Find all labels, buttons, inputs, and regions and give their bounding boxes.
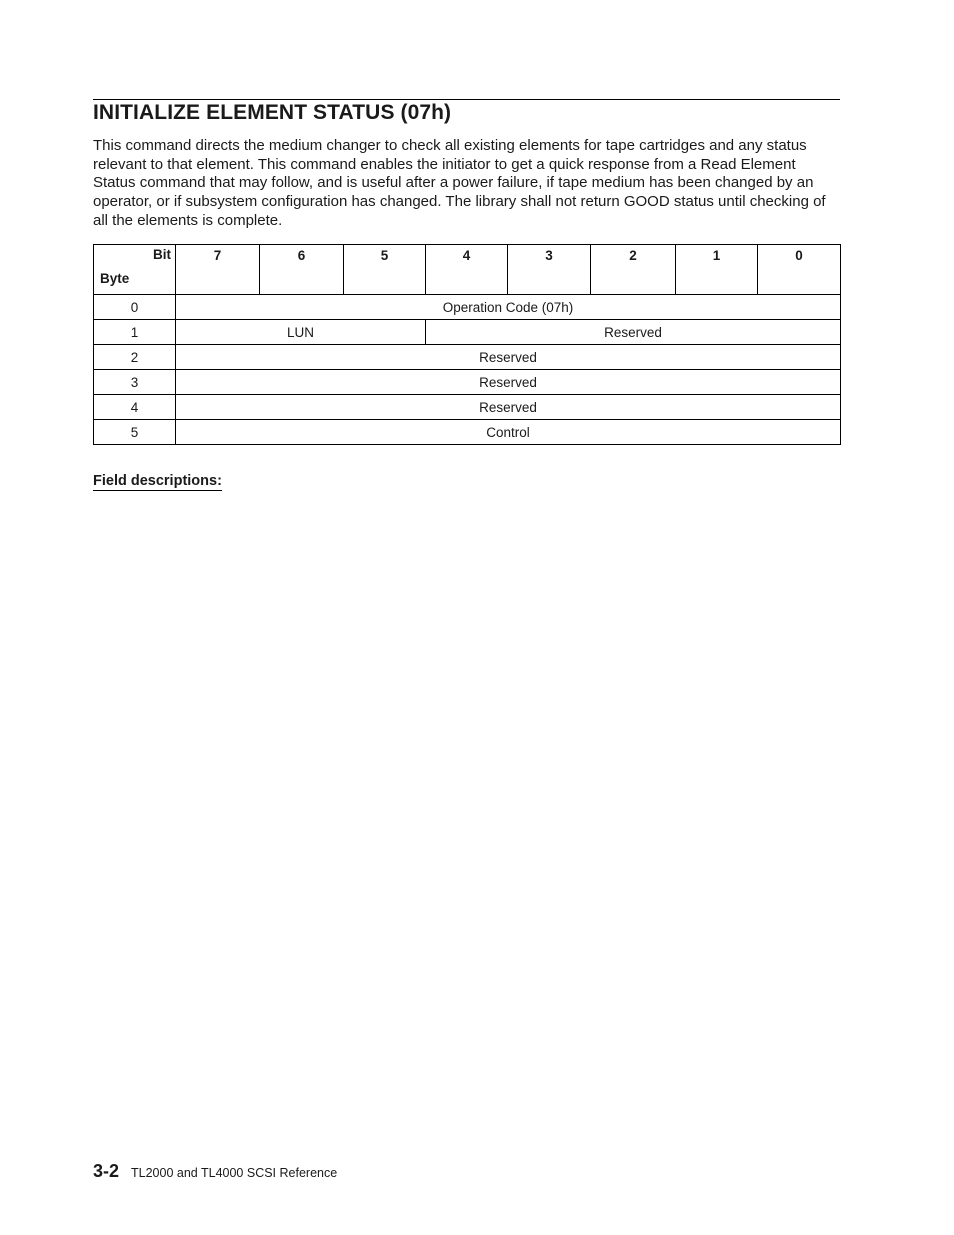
bit-header-1: 1 xyxy=(676,245,758,295)
byte-number-cell: 5 xyxy=(94,420,176,445)
table-header-row xyxy=(94,245,841,295)
page-footer xyxy=(93,1161,337,1182)
bit-header-3: 3 xyxy=(508,245,591,295)
bit-header-7: 7 xyxy=(176,245,260,295)
table-row xyxy=(94,345,841,370)
table-row xyxy=(94,420,841,445)
field-cell: Reserved xyxy=(176,370,841,395)
byte-number-cell: 3 xyxy=(94,370,176,395)
bit-header-5: 5 xyxy=(344,245,426,295)
table-row xyxy=(94,395,841,420)
byte-number-cell: 2 xyxy=(94,345,176,370)
byte-number-cell: 0 xyxy=(94,295,176,320)
field-cell: Reserved xyxy=(176,395,841,420)
table-row xyxy=(94,370,841,395)
table-row xyxy=(94,295,841,320)
field-cell: Reserved xyxy=(176,345,841,370)
bit-label: Bit xyxy=(153,247,171,262)
bit-header-4: 4 xyxy=(426,245,508,295)
table-corner-cell xyxy=(94,245,176,295)
table-row xyxy=(94,320,841,345)
bit-header-6: 6 xyxy=(260,245,344,295)
intro-paragraph: This command directs the medium changer to check all existing elements for tape cartridges and any status relevant to that element. This command enables the initiator to get a quick response from a Read Element Status command that may follow, and is useful after a power failure, if tape medium has been changed by an operator, or if subsystem configuration has changed. The library shall not return GOOD status until checking of all the elements is complete. xyxy=(93,137,826,229)
field-cell: Control xyxy=(176,420,841,445)
page-number: 3-2 xyxy=(93,1161,120,1181)
field-cell: Operation Code (07h) xyxy=(176,295,841,320)
field-cell: LUN xyxy=(176,320,426,345)
field-descriptions-heading: Field descriptions: xyxy=(93,473,222,489)
byte-label: Byte xyxy=(100,271,130,286)
command-descriptor-table xyxy=(93,244,841,445)
byte-number-cell: 4 xyxy=(94,395,176,420)
page-title: INITIALIZE ELEMENT STATUS (07h) xyxy=(93,101,452,124)
byte-number-cell: 1 xyxy=(94,320,176,345)
heading-rule xyxy=(93,99,840,100)
footer-doc-title: TL2000 and TL4000 SCSI Reference xyxy=(131,1166,338,1180)
bit-header-0: 0 xyxy=(758,245,841,295)
bit-header-2: 2 xyxy=(591,245,676,295)
field-cell: Reserved xyxy=(426,320,841,345)
